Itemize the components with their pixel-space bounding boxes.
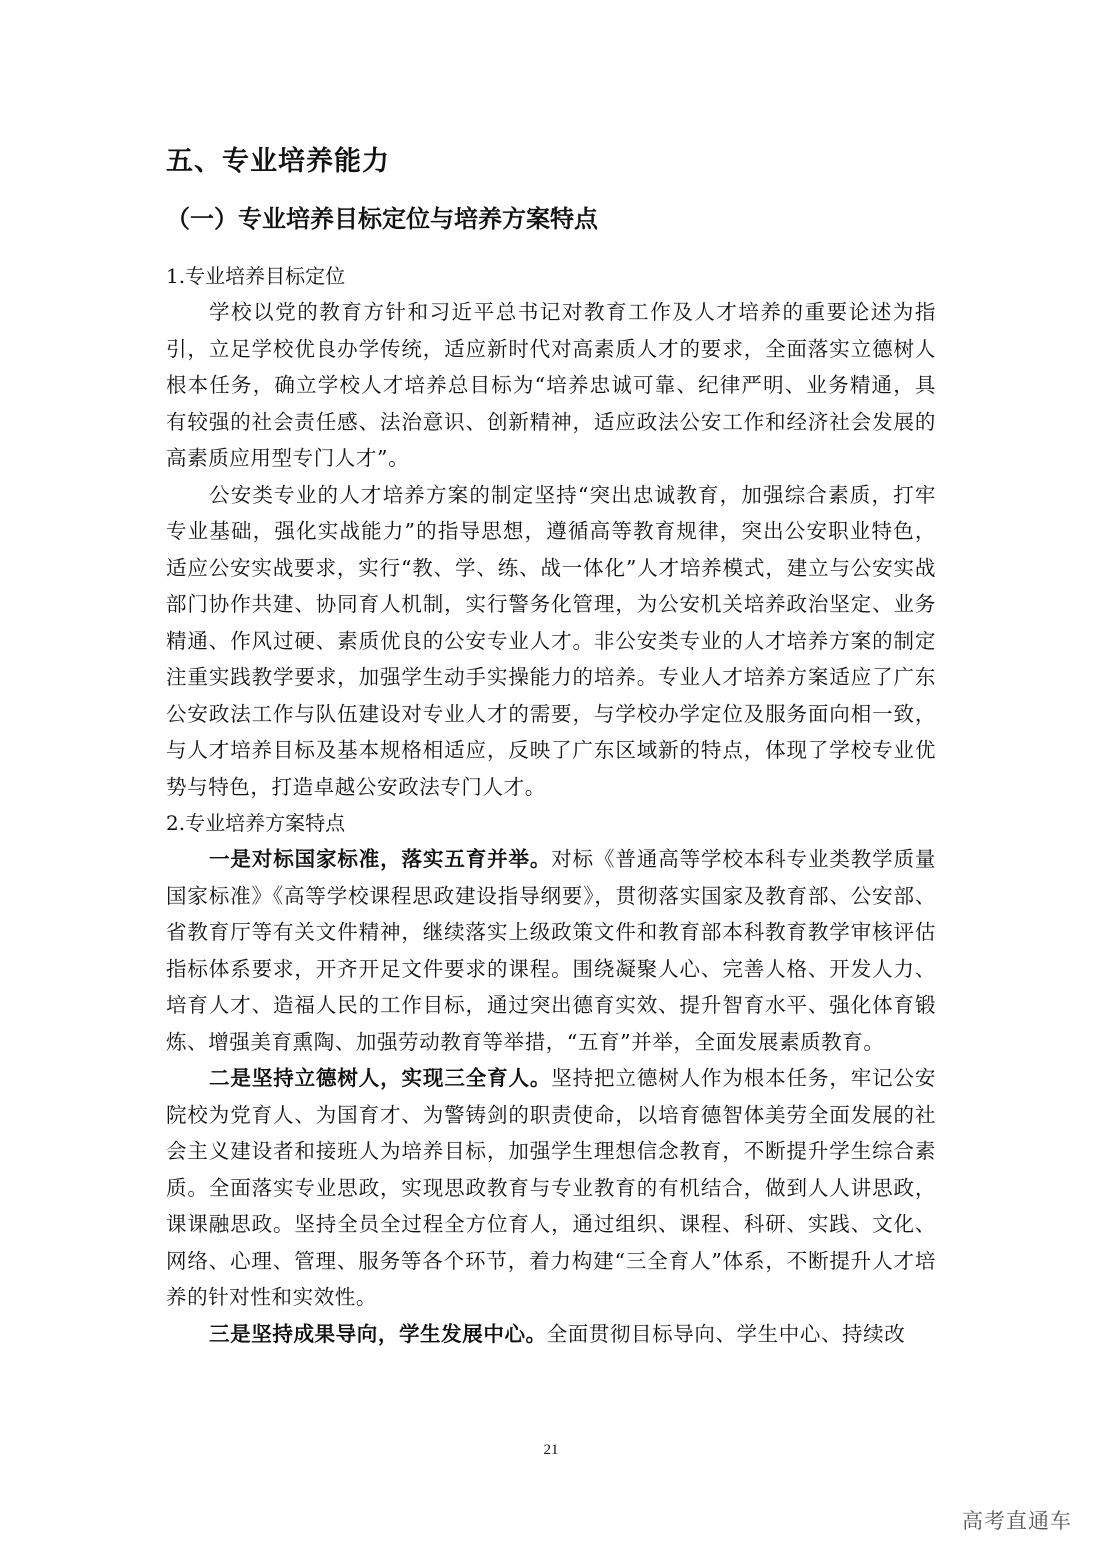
subsection-title-2: 2.专业培养方案特点 (166, 811, 346, 835)
chapter-heading: 五、专业培养能力 (166, 146, 390, 177)
feature-1-lead: 一是对标国家标准，落实五育并举。 (209, 847, 552, 871)
page-number: 21 (543, 1442, 559, 1458)
paragraph-goal: 学校以党的教育方针和习近平总书记对教育工作及人才培养的重要论述为指引，立足学校优良办学传统，适应新时代对高素质人才的要求，全面落实立德树人根本任务，确立学校人才培养总目标为“培养忠诚可靠、纪律严明、业务精通，具有较强的社会责任感、法治意识、创新精神，适应政法公安工作和经济社会发展的高素质应用型专门人才”。 (166, 300, 936, 470)
feature-1-text: 对标《普通高等学校本科专业类教学质量国家标准》《高等学校课程思政建设指导纲要》，贯彻落实国家及教育部、公安部、省教育厅等有关文件精神，继续落实上级政策文件和教育部本科教育教学审核评估指标体系要求，开齐开足文件要求的课程。围绕凝聚人心、完善人格、开发人力、培育人才、造福人民的工作目标，通过突出德育实效、提升智育水平、强化体育锻炼、增强美育熏陶、加强劳动教育等举措，“五育”并举，全面发展素质教育。 (166, 847, 936, 1054)
watermark: 高考直通车 (962, 1509, 1072, 1533)
subsection-title-1: 1.专业培养目标定位 (166, 264, 346, 288)
paragraph-feature-2 (166, 1060, 936, 1316)
feature-3-lead: 三是坚持成果导向，学生发展中心。 (209, 1321, 547, 1346)
feature-2-text: 坚持把立德树人作为根本任务，牢记公安院校为党育人、为国育才、为警铸剑的职责使命，以培育德智体美劳全面发展的社会主义建设者和接班人为培养目标，加强学生理想信念教育，不断提升学生综合素质。全面落实专业思政，实现思政教育与专业教育的有机结合，做到人人讲思政，课课融思政。坚持全员全过程全方位育人，通过组织、课程、科研、实践、文化、网络、心理、管理、服务等各个环节，着力构建“三全育人”体系，不断提升人才培养的针对性和实效性。 (166, 1066, 936, 1309)
paragraph-police-program: 公安类专业的人才培养方案的制定坚持“突出忠诚教育，加强综合素质，打牢专业基础，强化实战能力”的指导思想，遵循高等教育规律，突出公安职业特色，适应公安实战要求，实行“教、学、练、战一体化”人才培养模式，建立与公安实战部门协作共建、协同育人机制，实行警务化管理，为公安机关培养政治坚定、业务精通、作风过硬、素质优良的公安专业人才。非公安类专业的人才培养方案的制定注重实践教学要求，加强学生动手实操能力的培养。专业人才培养方案适应了广东公安政法工作与队伍建设对专业人才的需要，与学校办学定位及服务面向相一致，与人才培养目标及基本规格相适应，反映了广东区域新的特点，体现了学校专业优势与特色，打造卓越公安政法专门人才。 (166, 482, 936, 799)
paragraph-feature-1 (166, 841, 936, 1060)
feature-2-lead: 二是坚持立德树人，实现三全育人。 (209, 1066, 552, 1090)
document-body (166, 142, 936, 1352)
section-heading: （一）专业培养目标定位与培养方案特点 (166, 205, 598, 233)
paragraph-feature-3 (166, 1316, 936, 1353)
feature-3-text: 全面贯彻目标导向、学生中心、持续改 (546, 1321, 906, 1346)
